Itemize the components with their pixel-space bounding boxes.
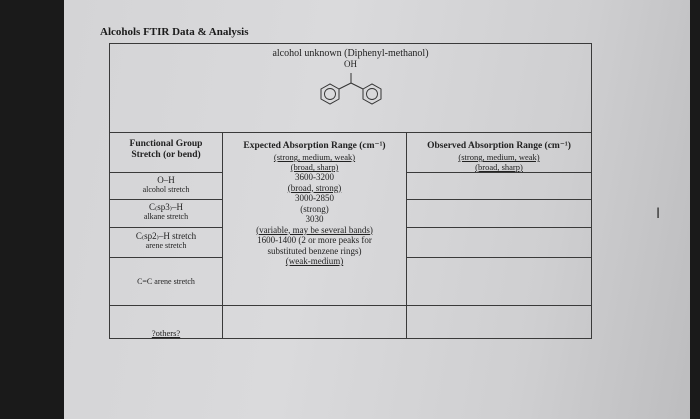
arene-group-cell <box>110 258 223 306</box>
arene-note2: (weak-medium) <box>285 256 344 266</box>
functional-group-header <box>110 133 223 173</box>
oh-group-desc: alcohol stretch <box>142 185 190 194</box>
others-observed-cell[interactable] <box>407 306 592 339</box>
observed-header-sub2: (broad, sharp) <box>475 162 523 172</box>
oh-group-label: O–H <box>157 175 175 185</box>
page-title: Alcohols FTIR Data & Analysis <box>100 26 249 38</box>
text-cursor-icon: I <box>656 206 661 222</box>
csp3-observed-cell[interactable] <box>407 200 592 228</box>
compound-label: alcohol unknown (Diphenyl-methanol) <box>272 48 429 59</box>
others-label: ?others? <box>151 328 181 338</box>
expected-header-sub1: (strong, medium, weak) <box>273 152 356 162</box>
oh-range: 3600-3200 <box>295 172 334 182</box>
csp2-group-label: C₍sp2₎–H stretch <box>135 231 197 241</box>
oh-group-cell <box>110 173 223 200</box>
others-cell <box>110 306 223 339</box>
csp2-observed-cell[interactable] <box>407 228 592 258</box>
arene-range: 1600-1400 (2 or more peaks for <box>257 235 372 245</box>
csp2-group-desc: arene stretch <box>145 241 187 250</box>
diphenylmethanol-structure-icon <box>306 71 396 111</box>
arene-note: substituted benzene rings) <box>267 245 362 256</box>
expected-range-column <box>223 133 407 306</box>
hydroxyl-label: OH <box>344 59 357 69</box>
functional-group-header-line1: Functional Group <box>129 139 203 149</box>
ftir-table <box>109 43 592 339</box>
csp3-group-desc: alkane stretch <box>143 212 189 221</box>
csp2-note: (variable, may be several bands) <box>256 224 373 235</box>
compound-header-cell <box>110 44 592 133</box>
functional-group-header-line2: Stretch (or bend) <box>131 150 201 160</box>
others-expected-cell[interactable] <box>223 306 407 339</box>
observed-header-sub1: (strong, medium, weak) <box>458 152 540 162</box>
expected-header-sub2: (broad, sharp) <box>290 162 339 172</box>
arene-group-label: C=C arene stretch <box>137 277 195 286</box>
csp2-range: 3030 <box>305 214 324 224</box>
observed-header-title: Observed Absorption Range (cm⁻¹) <box>427 141 571 151</box>
csp3-range: 3000-2850 <box>295 193 334 203</box>
csp2-group-cell <box>110 228 223 258</box>
arene-observed-cell[interactable] <box>407 258 592 306</box>
expected-header-title: Expected Absorption Range (cm⁻¹) <box>243 141 386 151</box>
observed-header <box>407 133 592 173</box>
oh-observed-cell[interactable] <box>407 173 592 200</box>
csp3-group-cell <box>110 200 223 228</box>
csp3-group-label: C₍sp3₎–H <box>149 202 183 212</box>
oh-note: (broad, strong) <box>287 182 342 193</box>
csp3-note: (strong) <box>300 203 329 214</box>
